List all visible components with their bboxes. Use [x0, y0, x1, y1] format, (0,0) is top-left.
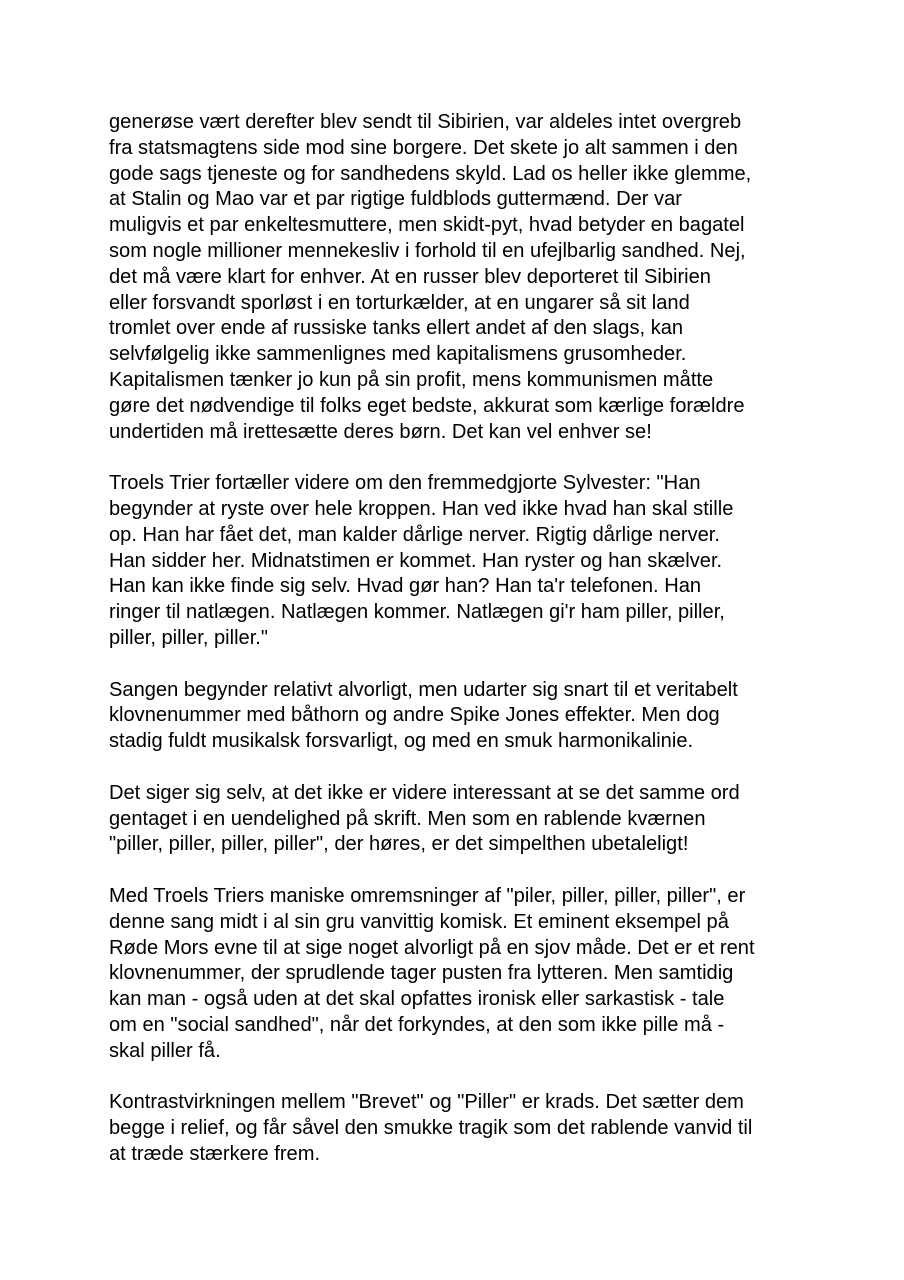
text-line: undertiden må irettesætte deres børn. Det kan vel enhver se! — [109, 420, 652, 443]
text-line: begynder at ryste over hele kroppen. Han ved ikke hvad han skal stille — [109, 497, 734, 520]
paragraph-2 — [109, 471, 809, 652]
text-line: Med Troels Triers maniske omremsninger af "piler, piller, piller, piller", er — [109, 884, 746, 907]
text-line: eller forsvandt sporløst i en torturkælder, at en ungarer så sit land — [109, 291, 690, 314]
text-line: klovnenummer, der sprudlende tager pusten fra lytteren. Men samtidig — [109, 962, 734, 985]
text-line: gode sags tjeneste og for sandhedens skyld. Lad os heller ikke glemme, — [109, 162, 752, 185]
text-line: Kapitalismen tænker jo kun på sin profit, mens kommunismen måtte — [109, 368, 714, 391]
text-line: tromlet over ende af russiske tanks ellert andet af den slags, kan — [109, 317, 684, 340]
text-line: op. Han har fået det, man kalder dårlige nerver. Rigtig dårlige nerver. — [109, 523, 720, 546]
text-line: Han kan ikke finde sig selv. Hvad gør han? Han ta'r telefonen. Han — [109, 575, 702, 598]
text-line: Han sidder her. Midnatstimen er kommet. Han ryster og han skælver. — [109, 549, 723, 572]
text-line: piller, piller, piller." — [109, 626, 269, 649]
paragraph-5 — [109, 884, 809, 1065]
text-line: denne sang midt i al sin gru vanvittig komisk. Et eminent eksempel på — [109, 910, 729, 933]
text-line: skal piller få. — [109, 1039, 221, 1062]
text-line: Det siger sig selv, at det ikke er videre interessant at se det samme ord — [109, 781, 740, 804]
text-line: "piller, piller, piller, piller", der høres, er det simpelthen ubetaleligt! — [109, 833, 689, 856]
paragraph-1 — [109, 110, 809, 445]
text-line: begge i relief, og får såvel den smukke tragik som det rablende vanvid til — [109, 1117, 753, 1140]
text-line: generøse vært derefter blev sendt til Sibirien, var aldeles intet overgreb — [109, 111, 742, 133]
text-line: det må være klart for enhver. At en russer blev deporteret til Sibirien — [109, 265, 711, 288]
text-line: Røde Mors evne til at sige noget alvorligt på en sjov måde. Det er et rent — [109, 936, 755, 959]
paragraph-6 — [109, 1090, 809, 1167]
text-line: kan man - også uden at det skal opfattes ironisk eller sarkastisk - tale — [109, 988, 725, 1011]
text-line: muligvis et par enkeltesmuttere, men skidt-pyt, hvad betyder en bagatel — [109, 214, 745, 237]
text-line: Troels Trier fortæller videre om den fremmedgjorte Sylvester: "Han — [109, 472, 701, 495]
paragraph-3 — [109, 678, 809, 755]
text-line: at træde stærkere frem. — [109, 1142, 321, 1165]
paragraph-4 — [109, 781, 809, 858]
text-line: gentaget i en uendelighed på skrift. Men som en rablende kværnen — [109, 807, 706, 830]
text-line: ringer til natlægen. Natlægen kommer. Natlægen gi'r ham piller, piller, — [109, 601, 725, 624]
text-line: klovnenummer med båthorn og andre Spike Jones effekter. Men dog — [109, 704, 720, 727]
text-line: gøre det nødvendige til folks eget bedste, akkurat som kærlige forældre — [109, 394, 745, 417]
text-line: Sangen begynder relativt alvorligt, men udarter sig snart til et veritabelt — [109, 678, 738, 701]
text-line: om en "social sandhed", når det forkyndes, at den som ikke pille må - — [109, 1013, 725, 1036]
text-line: stadig fuldt musikalsk forsvarligt, og med en smuk harmonikalinie. — [109, 730, 694, 753]
text-line: fra statsmagtens side mod sine borgere. Det skete jo alt sammen i den — [109, 136, 738, 159]
text-line: selvfølgelig ikke sammenlignes med kapitalismens grusomheder. — [109, 343, 687, 366]
text-line: Kontrastvirkningen mellem "Brevet" og "Piller" er krads. Det sætter dem — [109, 1091, 744, 1114]
text-column — [109, 110, 809, 1193]
text-line: som nogle millioner mennekesliv i forhold til en ufejlbarlig sandhed. Nej, — [109, 239, 746, 262]
text-line: at Stalin og Mao var et par rigtige fuldblods guttermænd. Der var — [109, 188, 682, 211]
